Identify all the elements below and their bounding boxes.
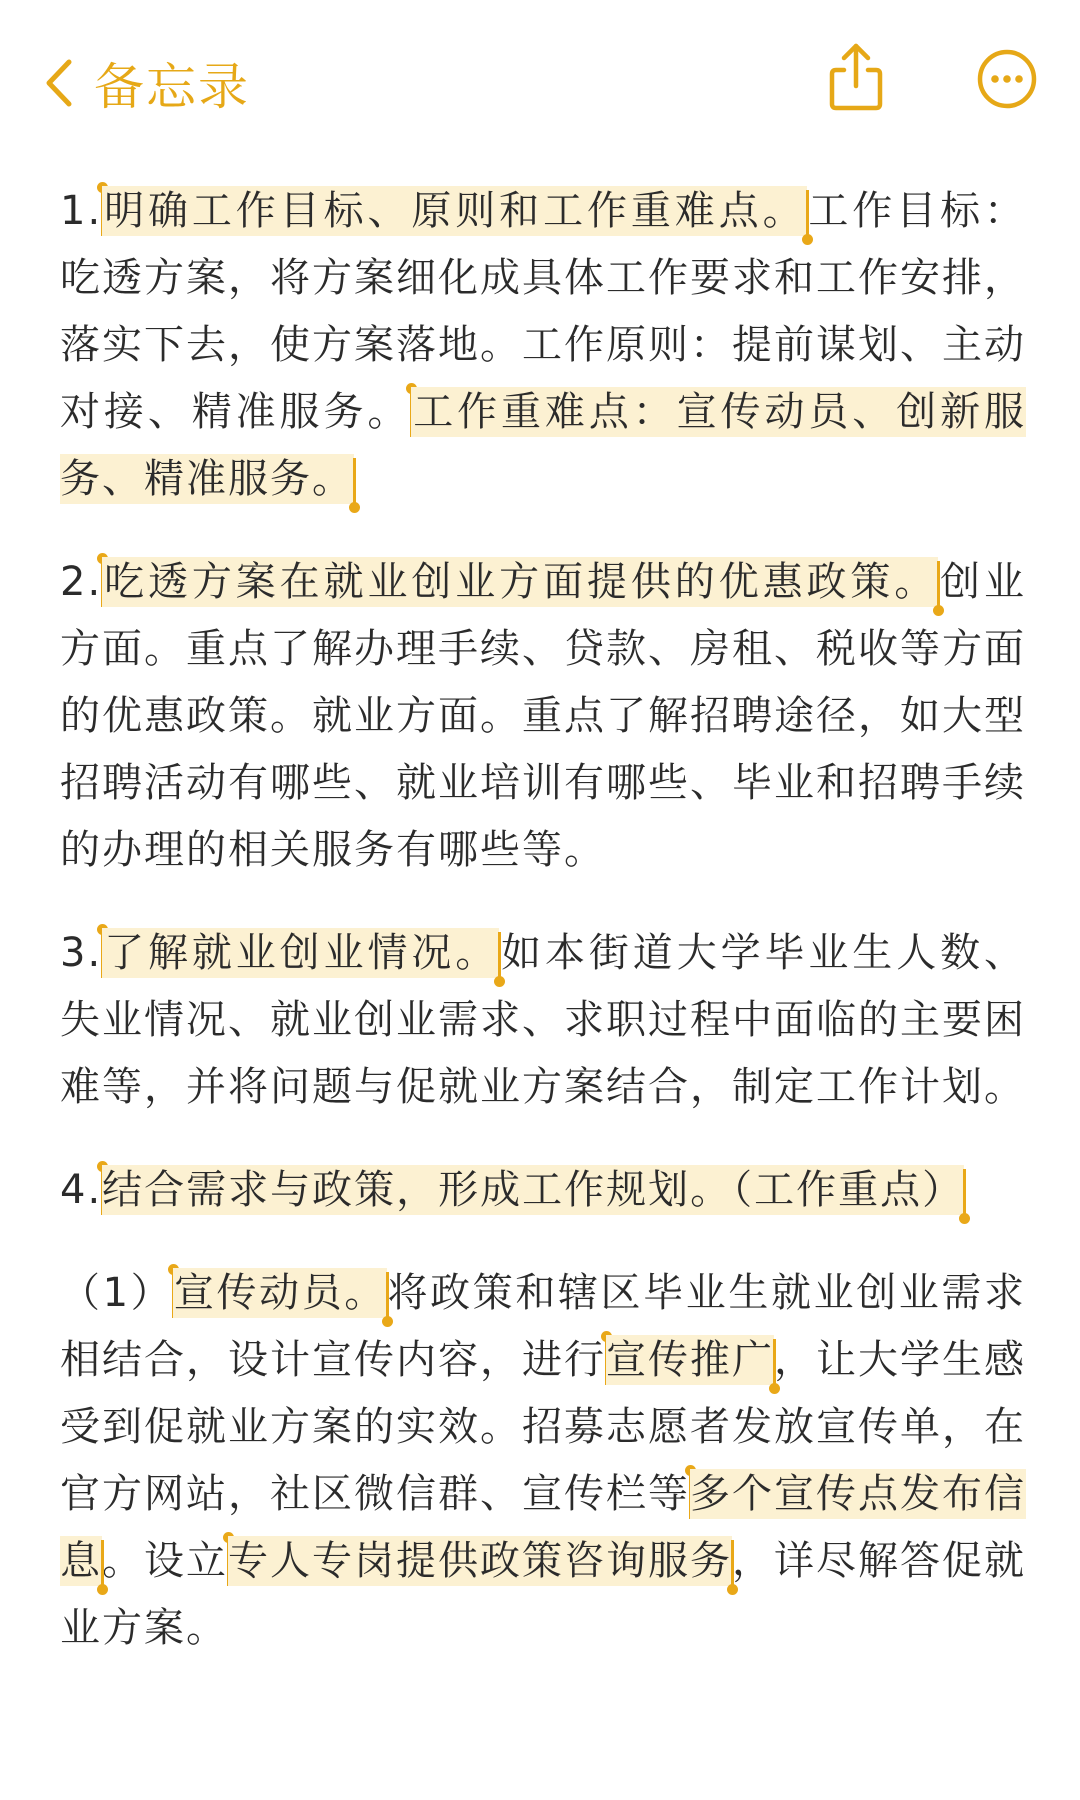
note-paragraph-2 bbox=[60, 549, 1026, 884]
more-button[interactable] bbox=[976, 48, 1038, 114]
chevron-left-icon bbox=[44, 58, 74, 108]
item-number: 1. bbox=[60, 188, 103, 234]
body-text: 将政策和辖区毕业生就业创业需求相结合，设计宣传内容，进行 bbox=[60, 1270, 1027, 1383]
body-text: ，让大学生感受到促就业方案的实效。招募志愿者发放宣传单，在官方网站，社区微信群、宣传栏等 bbox=[60, 1337, 1026, 1517]
back-label: 备忘录 bbox=[94, 58, 250, 116]
note-paragraph-1 bbox=[60, 178, 1026, 513]
body-text: ，详尽解答促就业方案。 bbox=[60, 1538, 1026, 1651]
body-text: 。设立 bbox=[102, 1538, 228, 1584]
highlighted-text: 专人专岗提供政策咨询服务 bbox=[228, 1538, 732, 1584]
item-number: （1） bbox=[60, 1270, 174, 1316]
body-text: 工作目标：吃透方案，将方案细化成具体工作要求和工作安排，落实下去，使方案落地。工作原则：提前谋划、主动对接、精准服务。 bbox=[60, 188, 1027, 435]
note-paragraph-3 bbox=[60, 920, 1026, 1121]
item-number: 3. bbox=[60, 930, 103, 976]
note-paragraph-4 bbox=[60, 1157, 1026, 1224]
highlighted-heading: 了解就业创业情况。 bbox=[102, 930, 500, 976]
body-text: 如本街道大学毕业生人数、失业情况、就业创业需求、求职过程中面临的主要困难等，并将问题与促就业方案结合，制定工作计划。 bbox=[60, 930, 1027, 1110]
highlighted-text: 宣传推广 bbox=[606, 1337, 774, 1383]
note-body[interactable] bbox=[60, 178, 1026, 1698]
share-button[interactable] bbox=[826, 42, 886, 116]
highlighted-heading: 宣传动员。 bbox=[173, 1270, 387, 1316]
highlighted-heading: 明确工作目标、原则和工作重难点。 bbox=[102, 188, 807, 234]
body-text: 创业方面。重点了解办理手续、贷款、房租、税收等方面的优惠政策。就业方面。重点了解招聘途径，如大型招聘活动有哪些、就业培训有哪些、毕业和招聘手续的办理的相关服务有哪些等。 bbox=[60, 559, 1027, 873]
highlighted-text: 多个宣传点发布信息 bbox=[60, 1471, 1026, 1584]
item-number: 2. bbox=[60, 559, 103, 605]
navigation-bar bbox=[0, 0, 1080, 160]
note-paragraph-5 bbox=[60, 1260, 1026, 1662]
highlighted-text: 工作重难点：宣传动员、创新服务、精准服务。 bbox=[60, 389, 1027, 502]
item-number: 4. bbox=[60, 1167, 103, 1213]
back-button[interactable] bbox=[44, 50, 250, 116]
more-icon bbox=[976, 48, 1038, 110]
share-icon bbox=[826, 42, 886, 112]
highlighted-heading: 吃透方案在就业创业方面提供的优惠政策。 bbox=[102, 559, 939, 605]
highlighted-heading: 结合需求与政策，形成工作规划。（工作重点） bbox=[102, 1167, 965, 1213]
